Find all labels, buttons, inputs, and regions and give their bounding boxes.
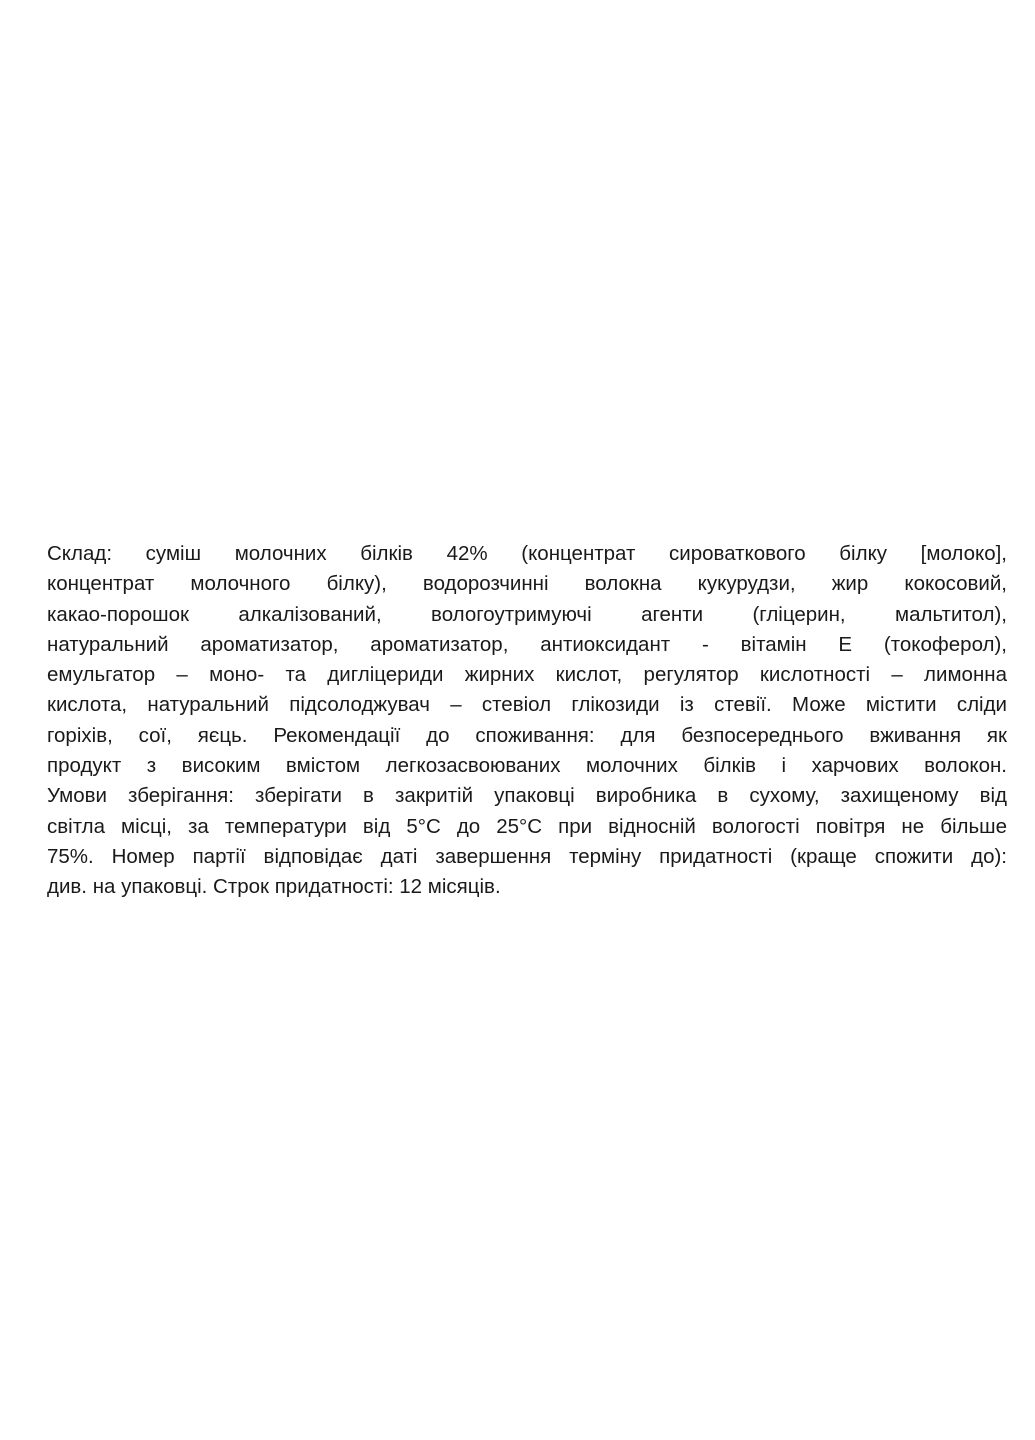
text-line-2: концентрат молочного білку), водорозчинні волокна кукурудзи, жир кокосовий, (47, 572, 1007, 596)
text-line-4: натуральний ароматизатор, ароматизатор, антиоксидант - вітамін Е (токоферол), (47, 632, 1007, 656)
text-line-7: горіхів, сої, яєць. Рекомендації до споживання: для безпосереднього вживання як (47, 723, 1007, 747)
product-composition-text (47, 539, 1007, 903)
text-line-6: кислота, натуральний підсолоджувач – стевіол глікозиди із стевії. Може містити сліди (47, 693, 1007, 717)
text-line-12: див. на упаковці. Строк придатності: 12 місяців. (47, 875, 501, 899)
text-line-5: емульгатор – моно- та дигліцериди жирних кислот, регулятор кислотності – лимонна (47, 663, 1007, 687)
text-line-1: Склад: суміш молочних білків 42% (концентрат сироваткового білку [молоко], (47, 542, 1007, 565)
text-line-9: Умови зберігання: зберігати в закритій упаковці виробника в сухому, захищеному від (47, 784, 1007, 808)
text-line-8: продукт з високим вмістом легкозасвоюваних молочних білків і харчових волокон. (47, 754, 1007, 778)
text-line-11: 75%. Номер партії відповідає даті завершення терміну придатності (краще спожити до): (47, 844, 1007, 868)
text-line-10: світла місці, за температури від 5°С до 25°С при відносній вологості повітря не більше (47, 814, 1007, 838)
text-line-3: какао-порошок алкалізований, вологоутримуючі агенти (гліцерин, мальтитол), (47, 602, 1007, 626)
